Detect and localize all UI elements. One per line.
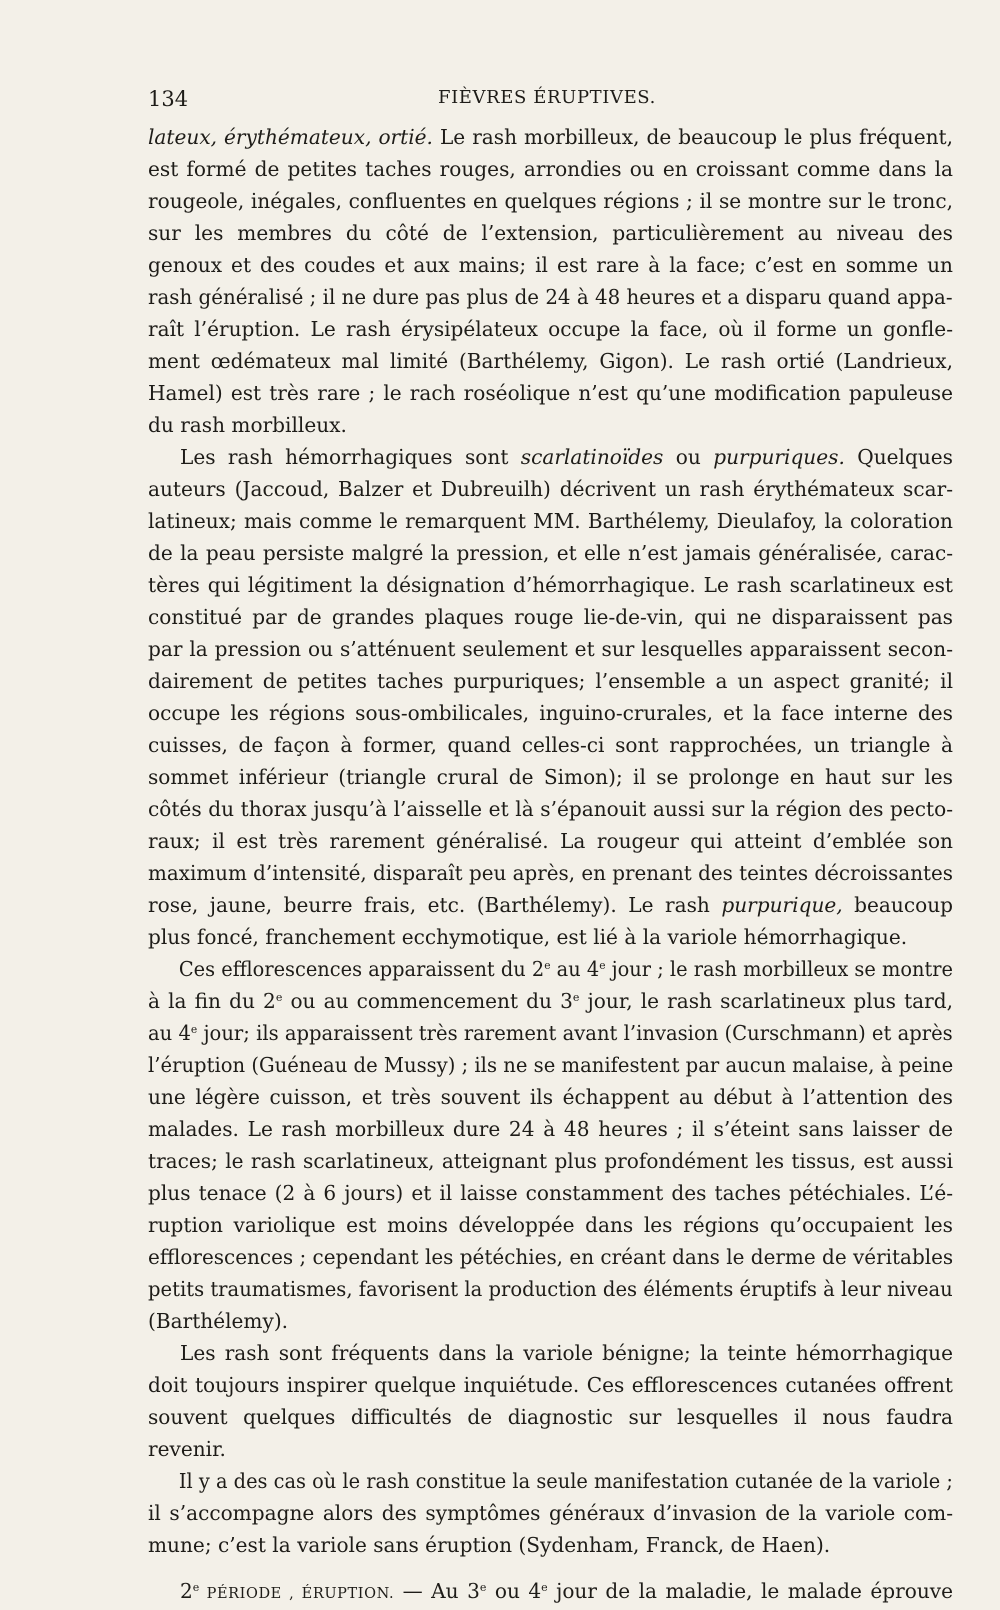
text-line — [148, 921, 953, 953]
text-line — [148, 313, 953, 345]
text-segment: constitué par de grandes plaques rouge lie-de-vin, qui ne disparaissent pas — [148, 605, 953, 629]
text-line — [148, 857, 954, 889]
text-line — [148, 537, 953, 569]
text-segment: côtés du thorax jusqu’à l’aisselle et là s’épanouit aussi sur la région des pecto- — [148, 797, 953, 821]
text-segment: du rash morbilleux. — [148, 413, 347, 437]
text-segment: revenir. — [148, 1437, 226, 1461]
section-heading: PÉRIODE , ÉRUPTION. — [199, 1586, 395, 1602]
text-line — [148, 1497, 953, 1529]
text-line — [148, 793, 953, 825]
text-segment: de la peau persiste malgré la pression, et elle n’est jamais généralisée, carac- — [148, 541, 953, 565]
text-segment: rose, jaune, beurre frais, etc. (Barthélemy). Le rash — [148, 893, 722, 917]
text-segment: ment œdémateux mal limité (Barthélemy, Gigon). Le rash ortié (Landrieux, — [148, 349, 953, 373]
text-segment: sommet inférieur (triangle crural de Simon); il se prolonge en haut sur les — [148, 765, 953, 789]
text-segment: traces; le rash scarlatineux, atteignant plus profondément les tissus, est aussi — [148, 1149, 953, 1173]
text-line — [148, 1575, 953, 1607]
text-segment: ou 4 — [486, 1579, 542, 1603]
superscript: e — [599, 959, 606, 972]
text-line — [148, 1081, 953, 1113]
text-segment: 2 — [180, 1579, 193, 1603]
text-line — [148, 569, 953, 601]
text-line — [148, 281, 953, 313]
text-line — [148, 1049, 954, 1081]
text-line — [148, 1177, 953, 1209]
text-line — [148, 1529, 953, 1561]
text-segment: auteurs (Jaccoud, Balzer et Dubreuilh) décrivent un rash érythémateux scar- — [148, 477, 953, 501]
text-segment: il s’accompagne alors des symptômes généraux d’invasion de la variole com- — [148, 1501, 953, 1525]
text-segment: doit toujours inspirer quelque inquiétude. Ces efflorescences cutanées offrent — [148, 1373, 953, 1397]
text-segment: maximum d’intensité, disparaît peu après, en prenant des teintes décroissantes — [148, 861, 954, 885]
text-segment: plus tenace (2 à 6 jours) et il laisse constamment des taches pétéchiales. L’é- — [148, 1181, 953, 1205]
text-segment: rash généralisé ; il ne dure pas plus de 24 à 48 heures et a disparu quand appa- — [148, 285, 953, 309]
text-segment: Hamel) est très rare ; le rach roséolique n’est qu’une modification papuleuse — [148, 381, 953, 405]
text-segment: (Barthélemy). — [148, 1309, 289, 1333]
text-line — [148, 377, 953, 409]
text-segment: raux; il est très rarement généralisé. La rougeur qui atteint d’emblée son — [148, 829, 953, 853]
italic-text: lateux, érythémateux, ortié. — [148, 125, 433, 149]
text-line — [148, 1241, 954, 1273]
italic-text: purpuriques. — [713, 445, 845, 469]
text-segment: dairement de petites taches purpuriques; l’ensemble a un aspect granité; il — [148, 669, 953, 693]
text-line — [148, 1209, 953, 1241]
text-line — [148, 1369, 953, 1401]
text-line — [148, 217, 953, 249]
text-line — [148, 441, 953, 473]
text-segment: Quelques — [844, 445, 953, 469]
page-number: 134 — [148, 87, 189, 111]
running-title: FIÈVRES ÉRUPTIVES. — [438, 87, 656, 108]
text-segment: ou — [663, 445, 714, 469]
text-line — [148, 1305, 953, 1337]
text-line — [148, 985, 953, 1017]
text-segment: souvent quelques difficultés de diagnostic sur lesquelles il nous faudra — [148, 1405, 953, 1429]
text-segment: beaucoup — [842, 893, 954, 917]
text-line — [148, 1113, 953, 1145]
text-line — [148, 665, 953, 697]
text-line — [148, 249, 953, 281]
text-segment: malades. Le rash morbilleux dure 24 à 48 heures ; il s’éteint sans laisser de — [148, 1117, 953, 1141]
text-line — [148, 953, 953, 985]
text-line — [148, 1401, 953, 1433]
text-line — [148, 473, 953, 505]
text-line — [148, 1273, 953, 1305]
text-line — [148, 153, 953, 185]
text-segment: efflorescences ; cependant les pétéchies, en créant dans le derme de véritables — [148, 1245, 954, 1269]
text-segment: ruption variolique est moins développée dans les régions qu’occupaient les — [148, 1213, 953, 1237]
superscript: e — [479, 1581, 487, 1594]
text-segment: ou au commencement du 3 — [282, 989, 573, 1013]
text-segment: plus foncé, franchement ecchymotique, est lié à la variole hémorrhagique. — [148, 925, 908, 949]
text-segment: genoux et des coudes et aux mains; il est rare à la face; c’est en somme un — [148, 253, 953, 277]
text-segment: jour, le rash scarlatineux plus tard, — [579, 989, 953, 1013]
text-line — [148, 1433, 953, 1465]
text-line — [148, 409, 953, 441]
text-segment: rougeole, inégales, confluentes en quelques régions ; il se montre sur le tronc, — [148, 189, 953, 213]
text-segment: petits traumatismes, favorisent la production des éléments éruptifs à leur niveau — [148, 1277, 953, 1301]
text-segment: jour; ils apparaissent très rarement avant l’invasion (Curschmann) et après — [197, 1021, 953, 1045]
text-segment: jour ; le rash morbilleux se montre — [605, 957, 953, 981]
text-line — [148, 889, 953, 921]
text-segment: jour de la maladie, le malade éprouve — [547, 1579, 954, 1603]
text-line — [148, 345, 953, 377]
text-segment: par la pression ou s’atténuent seulement et sur lesquelles apparaissent secon- — [148, 637, 953, 661]
text-segment: latineux; mais comme le remarquent MM. Barthélemy, Dieulafoy, la coloration — [148, 509, 953, 533]
text-segment: Il y a des cas où le rash constitue la seule manifestation cutanée de la variole ; — [178, 1469, 953, 1493]
text-line — [148, 1465, 953, 1497]
text-line — [148, 1017, 953, 1049]
text-segment: cuisses, de façon à former, quand celles-ci sont rapprochées, un triangle à — [148, 733, 953, 757]
text-segment: Le rash morbilleux, de beaucoup le plus fréquent, — [432, 125, 953, 149]
text-segment: une légère cuisson, et très souvent ils échappent au début à l’attention des — [148, 1085, 953, 1109]
superscript: e — [544, 959, 551, 972]
text-line — [148, 505, 953, 537]
text-line — [148, 1337, 953, 1369]
text-segment: tères qui légitiment la désignation d’hémorrhagique. Le rash scarlatineux est — [148, 573, 953, 597]
text-line — [148, 601, 953, 633]
italic-text: scarlatinoïdes — [520, 445, 664, 469]
text-line — [148, 633, 953, 665]
page-header — [148, 87, 950, 117]
text-segment: — Au 3 — [394, 1579, 480, 1603]
text-segment: au 4 — [148, 1021, 191, 1045]
text-segment: Les rash sont fréquents dans la variole bénigne; la teinte hémorrhagique — [180, 1341, 953, 1365]
superscript: e — [275, 991, 283, 1004]
text-line — [148, 185, 953, 217]
text-line — [148, 121, 953, 153]
body-text — [148, 121, 953, 1607]
text-line — [148, 697, 953, 729]
text-segment: mune; c’est la variole sans éruption (Sydenham, Franck, de Haen). — [148, 1533, 831, 1557]
text-segment: raît l’éruption. Le rash érysipélateux occupe la face, où il forme un gonfle- — [148, 317, 953, 341]
superscript: e — [541, 1581, 548, 1594]
text-segment: Les rash hémorrhagiques sont — [180, 445, 521, 469]
text-line — [148, 729, 953, 761]
text-segment: à la fin du 2 — [148, 989, 276, 1013]
superscript: e — [190, 1023, 198, 1036]
text-line — [148, 1145, 953, 1177]
italic-text: purpurique, — [721, 893, 843, 917]
superscript: e — [192, 1581, 200, 1594]
text-segment: est formé de petites taches rouges, arrondies ou en croissant comme dans la — [148, 157, 953, 181]
text-segment: au 4 — [550, 957, 600, 981]
text-line — [148, 825, 953, 857]
text-segment: occupe les régions sous-ombilicales, inguino-crurales, et la face interne des — [148, 701, 953, 725]
text-segment: Ces efflorescences apparaissent du 2 — [178, 957, 545, 981]
text-line — [148, 761, 953, 793]
text-segment: l’éruption (Guéneau de Mussy) ; ils ne se manifestent par aucun malaise, à peine — [148, 1053, 954, 1077]
superscript: e — [572, 991, 580, 1004]
text-segment: sur les membres du côté de l’extension, particulièrement au niveau des — [148, 221, 953, 245]
